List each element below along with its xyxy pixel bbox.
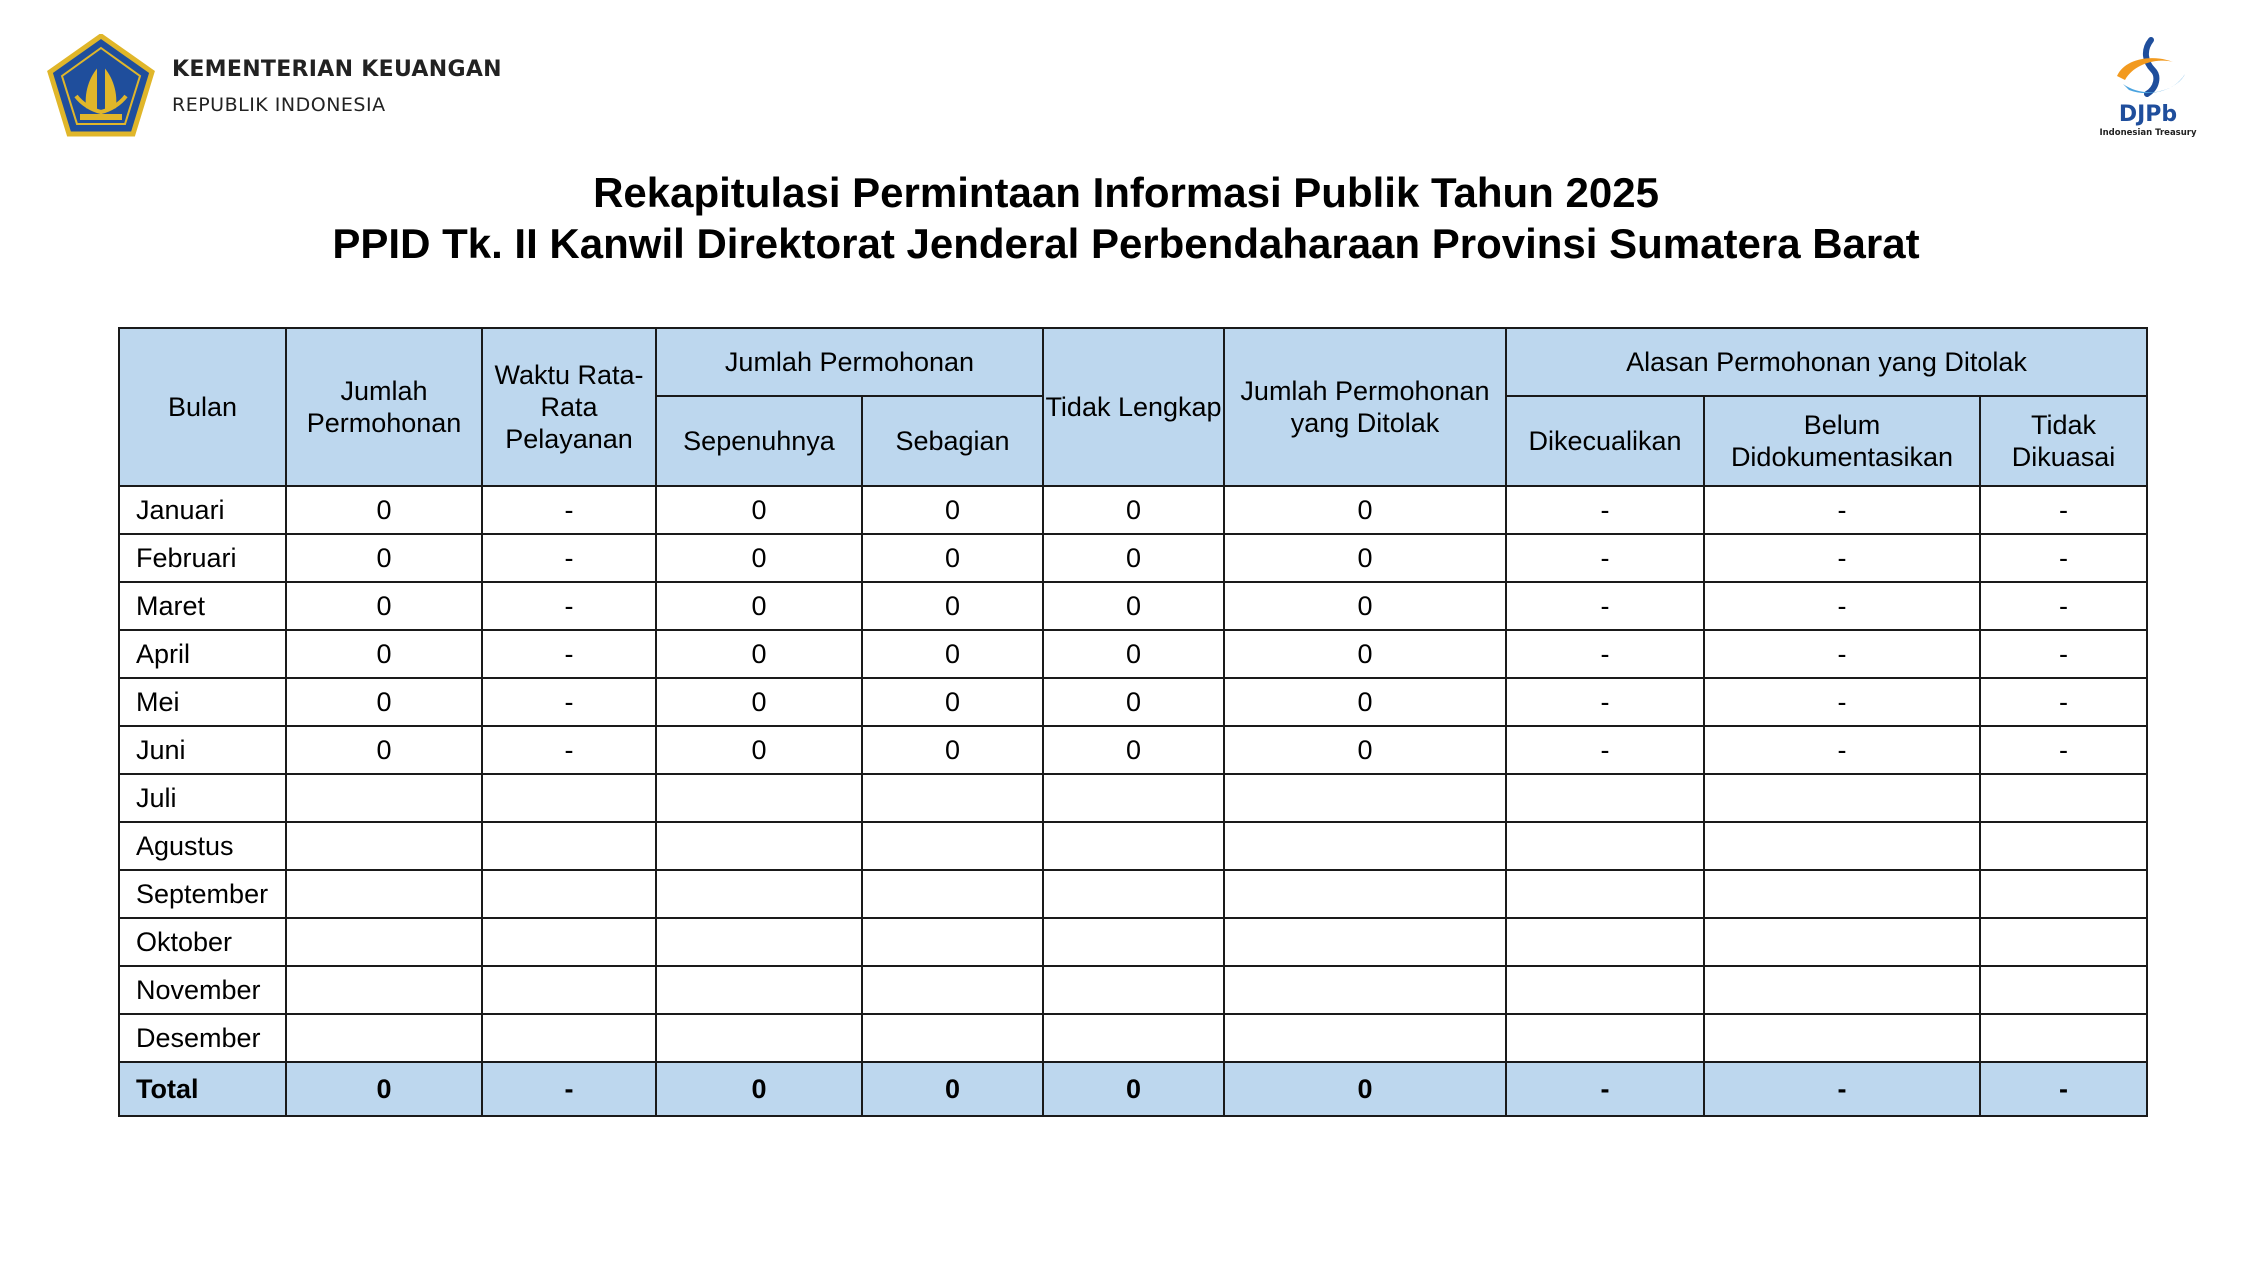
month-cell: November <box>119 966 286 1014</box>
value-cell <box>1980 966 2147 1014</box>
value-cell: 0 <box>656 726 862 774</box>
table-row <box>119 486 2147 534</box>
value-cell <box>656 822 862 870</box>
value-cell <box>1980 1014 2147 1062</box>
value-cell <box>286 1014 482 1062</box>
value-cell: 0 <box>286 534 482 582</box>
total-cell: 0 <box>1224 1062 1506 1116</box>
value-cell: 0 <box>862 726 1043 774</box>
value-cell <box>1704 966 1980 1014</box>
value-cell <box>1506 918 1704 966</box>
djpb-tagline: Indonesian Treasury <box>2099 128 2197 138</box>
value-cell <box>656 918 862 966</box>
header-waktu-rata-rata: Waktu Rata-Rata Pelayanan <box>482 328 656 486</box>
table-row <box>119 630 2147 678</box>
value-cell: - <box>1506 678 1704 726</box>
value-cell: 0 <box>862 486 1043 534</box>
value-cell <box>656 1014 862 1062</box>
value-cell <box>1980 774 2147 822</box>
value-cell <box>482 774 656 822</box>
table-row <box>119 966 2147 1014</box>
month-cell: Maret <box>119 582 286 630</box>
header-jumlah-permohonan: Jumlah Permohonan <box>286 328 482 486</box>
total-cell: 0 <box>1043 1062 1224 1116</box>
value-cell: - <box>1980 630 2147 678</box>
value-cell <box>1980 918 2147 966</box>
value-cell <box>1506 966 1704 1014</box>
table-row <box>119 726 2147 774</box>
djpb-logo-block <box>2088 36 2208 148</box>
value-cell: 0 <box>862 678 1043 726</box>
recap-table <box>118 327 2148 1117</box>
total-row <box>119 1062 2147 1116</box>
kemenkeu-logo-block <box>46 34 502 138</box>
value-cell: 0 <box>1043 582 1224 630</box>
value-cell: 0 <box>862 534 1043 582</box>
header-jumlah-ditolak: Jumlah Permohonan yang Ditolak <box>1224 328 1506 486</box>
value-cell <box>1224 870 1506 918</box>
value-cell: 0 <box>1224 582 1506 630</box>
value-cell: - <box>1704 582 1980 630</box>
value-cell <box>1704 822 1980 870</box>
value-cell <box>1043 774 1224 822</box>
month-cell: Agustus <box>119 822 286 870</box>
value-cell: 0 <box>1224 534 1506 582</box>
value-cell: 0 <box>656 486 862 534</box>
value-cell <box>656 966 862 1014</box>
value-cell: - <box>482 678 656 726</box>
value-cell: - <box>1506 582 1704 630</box>
header-bulan: Bulan <box>119 328 286 486</box>
value-cell: 0 <box>656 630 862 678</box>
value-cell <box>1043 966 1224 1014</box>
value-cell: 0 <box>656 678 862 726</box>
value-cell <box>656 870 862 918</box>
value-cell <box>1704 918 1980 966</box>
header-jumlah-permohonan-group: Jumlah Permohonan <box>656 328 1043 396</box>
month-cell: Juni <box>119 726 286 774</box>
title-line-1: Rekapitulasi Permintaan Informasi Publik Tahun 2025 <box>593 169 1659 216</box>
value-cell: - <box>1506 726 1704 774</box>
value-cell <box>1043 822 1224 870</box>
value-cell <box>1980 870 2147 918</box>
total-cell: - <box>1506 1062 1704 1116</box>
value-cell <box>1224 822 1506 870</box>
value-cell: - <box>1506 486 1704 534</box>
header-sepenuhnya: Sepenuhnya <box>656 396 862 486</box>
header-tidak-dikuasai: Tidak Dikuasai <box>1980 396 2147 486</box>
value-cell: 0 <box>286 630 482 678</box>
header-belum-didokumentasikan: Belum Didokumentasikan <box>1704 396 1980 486</box>
value-cell <box>1704 870 1980 918</box>
value-cell <box>1704 774 1980 822</box>
value-cell <box>862 774 1043 822</box>
value-cell <box>286 822 482 870</box>
value-cell <box>1224 966 1506 1014</box>
total-cell: - <box>1980 1062 2147 1116</box>
value-cell <box>1224 918 1506 966</box>
value-cell: 0 <box>286 726 482 774</box>
value-cell: - <box>1704 726 1980 774</box>
value-cell: - <box>1704 534 1980 582</box>
table-row <box>119 822 2147 870</box>
djpb-swoosh-icon <box>2103 36 2193 106</box>
header-tidak-lengkap: Tidak Lengkap <box>1043 328 1224 486</box>
value-cell <box>862 1014 1043 1062</box>
value-cell: 0 <box>286 678 482 726</box>
value-cell: 0 <box>1043 678 1224 726</box>
value-cell: - <box>1704 630 1980 678</box>
value-cell: 0 <box>1224 726 1506 774</box>
table-row <box>119 582 2147 630</box>
value-cell <box>862 870 1043 918</box>
value-cell <box>1043 870 1224 918</box>
value-cell <box>1043 1014 1224 1062</box>
value-cell <box>286 966 482 1014</box>
report-title <box>0 168 2252 270</box>
value-cell <box>862 918 1043 966</box>
value-cell: - <box>1506 534 1704 582</box>
month-cell: Januari <box>119 486 286 534</box>
value-cell: 0 <box>1043 630 1224 678</box>
value-cell <box>1043 918 1224 966</box>
value-cell: - <box>482 534 656 582</box>
value-cell <box>482 966 656 1014</box>
value-cell: 0 <box>286 582 482 630</box>
value-cell <box>482 918 656 966</box>
value-cell: - <box>1704 486 1980 534</box>
month-cell: Mei <box>119 678 286 726</box>
value-cell: 0 <box>656 534 862 582</box>
value-cell: 0 <box>862 582 1043 630</box>
total-cell: - <box>1704 1062 1980 1116</box>
value-cell <box>1704 1014 1980 1062</box>
value-cell: 0 <box>1043 486 1224 534</box>
value-cell <box>1506 870 1704 918</box>
value-cell <box>1506 1014 1704 1062</box>
value-cell <box>482 822 656 870</box>
value-cell: - <box>482 582 656 630</box>
value-cell <box>862 966 1043 1014</box>
kemenkeu-emblem-icon <box>46 34 156 138</box>
table-row <box>119 534 2147 582</box>
value-cell <box>1506 822 1704 870</box>
month-cell: September <box>119 870 286 918</box>
value-cell: - <box>1980 726 2147 774</box>
month-cell: Oktober <box>119 918 286 966</box>
ministry-name: KEMENTERIAN KEUANGAN <box>172 56 502 82</box>
value-cell: 0 <box>656 582 862 630</box>
total-cell: - <box>482 1062 656 1116</box>
total-label: Total <box>119 1062 286 1116</box>
header-alasan-ditolak-group: Alasan Permohonan yang Ditolak <box>1506 328 2147 396</box>
value-cell: - <box>1980 486 2147 534</box>
month-cell: April <box>119 630 286 678</box>
value-cell: - <box>482 630 656 678</box>
value-cell <box>286 918 482 966</box>
value-cell: - <box>482 486 656 534</box>
value-cell <box>1980 822 2147 870</box>
table-row <box>119 678 2147 726</box>
country-name: REPUBLIK INDONESIA <box>172 93 386 116</box>
value-cell: - <box>1704 678 1980 726</box>
total-cell: 0 <box>286 1062 482 1116</box>
value-cell <box>1224 1014 1506 1062</box>
value-cell: 0 <box>862 630 1043 678</box>
value-cell <box>862 822 1043 870</box>
title-line-2: PPID Tk. II Kanwil Direktorat Jenderal Perbendaharaan Provinsi Sumatera Barat <box>332 220 1920 267</box>
value-cell <box>482 1014 656 1062</box>
value-cell: 0 <box>1224 630 1506 678</box>
month-cell: Juli <box>119 774 286 822</box>
month-cell: Desember <box>119 1014 286 1062</box>
table-row <box>119 918 2147 966</box>
total-cell: 0 <box>656 1062 862 1116</box>
value-cell: - <box>1980 678 2147 726</box>
table-row <box>119 774 2147 822</box>
value-cell: 0 <box>1224 678 1506 726</box>
value-cell: - <box>1980 534 2147 582</box>
value-cell: 0 <box>1224 486 1506 534</box>
total-cell: 0 <box>862 1062 1043 1116</box>
value-cell: 0 <box>286 486 482 534</box>
header-dikecualikan: Dikecualikan <box>1506 396 1704 486</box>
value-cell: 0 <box>1043 726 1224 774</box>
value-cell: - <box>1506 630 1704 678</box>
header-sebagian: Sebagian <box>862 396 1043 486</box>
value-cell: - <box>482 726 656 774</box>
table-row <box>119 870 2147 918</box>
value-cell <box>286 774 482 822</box>
value-cell <box>482 870 656 918</box>
value-cell: - <box>1980 582 2147 630</box>
djpb-wordmark: DJPb <box>2118 102 2178 127</box>
table-body <box>119 486 2147 1062</box>
value-cell <box>1224 774 1506 822</box>
value-cell <box>286 870 482 918</box>
month-cell: Februari <box>119 534 286 582</box>
table-row <box>119 1014 2147 1062</box>
value-cell <box>656 774 862 822</box>
value-cell: 0 <box>1043 534 1224 582</box>
value-cell <box>1506 774 1704 822</box>
